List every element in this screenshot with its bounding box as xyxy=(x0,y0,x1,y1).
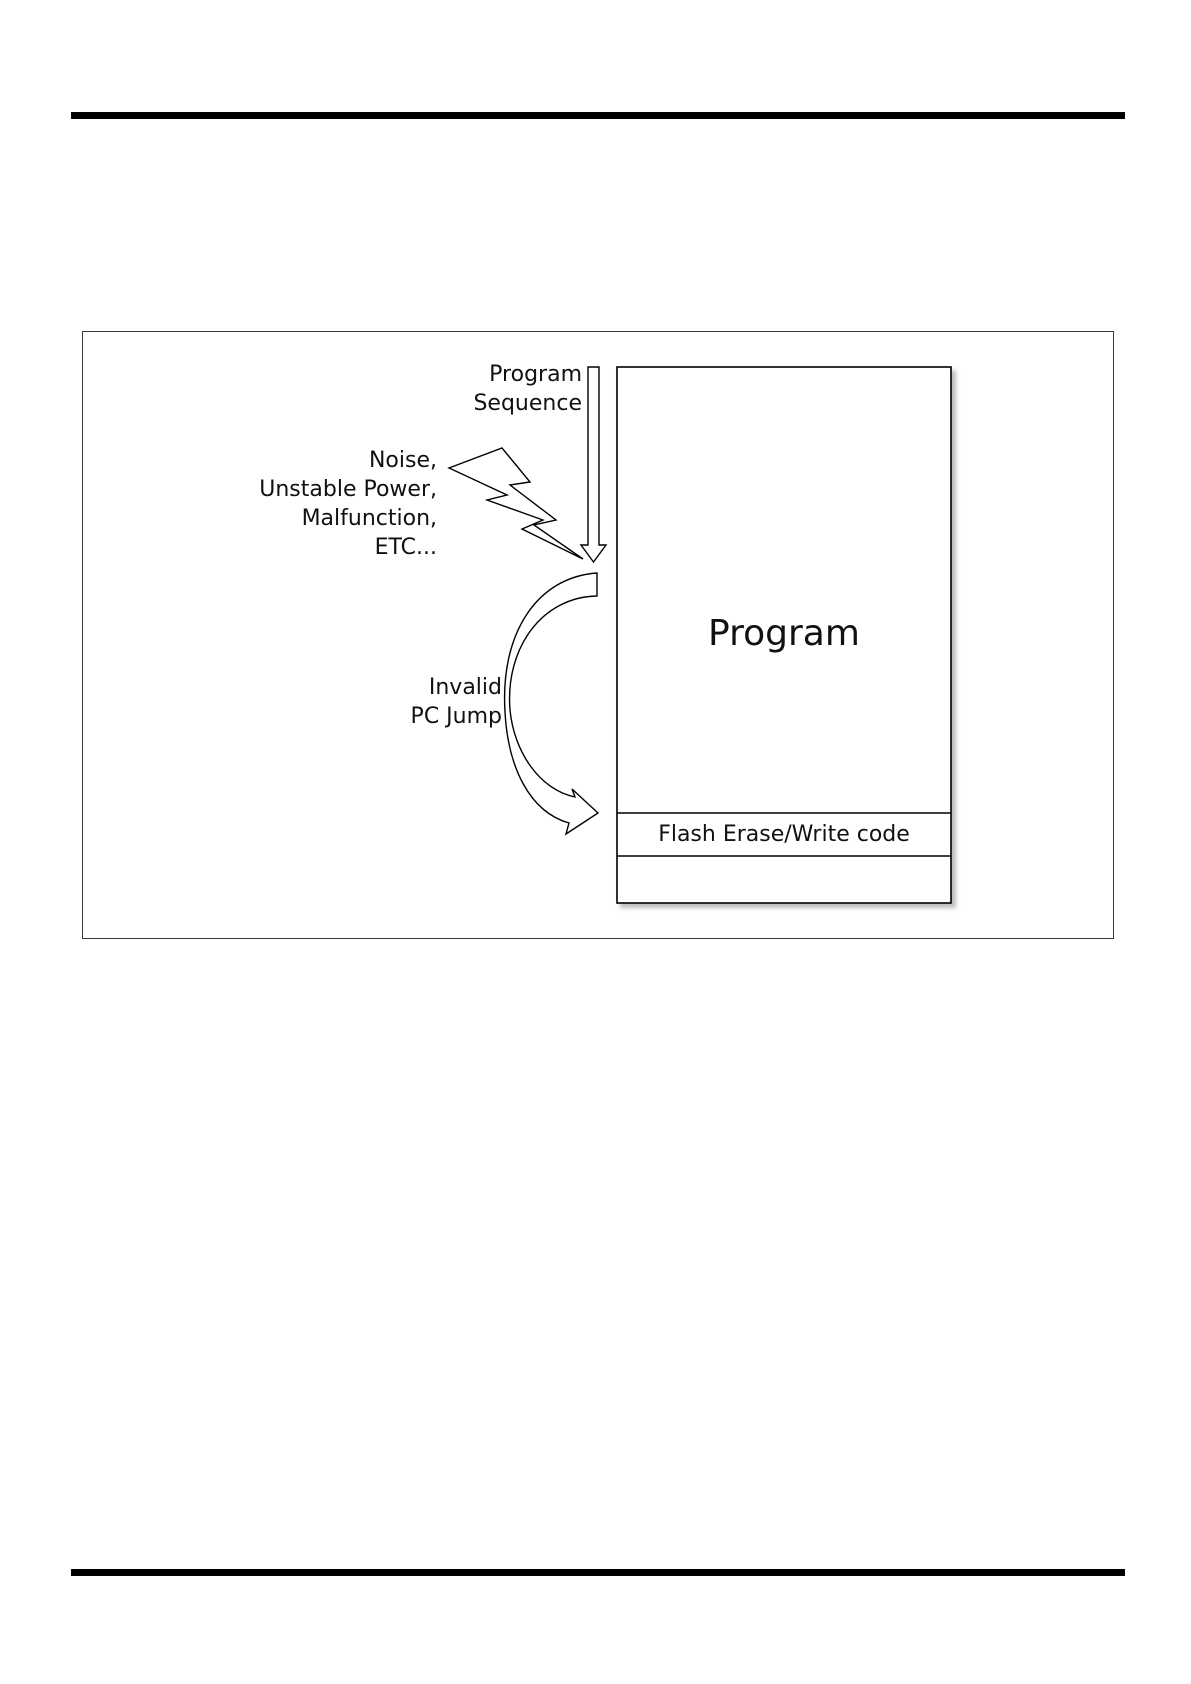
program-sequence-line-1: Program xyxy=(489,362,582,387)
disturbance-label xyxy=(259,448,437,560)
memory-block xyxy=(617,367,951,903)
program-sequence-label xyxy=(473,362,582,416)
invalid-jump-arrow-icon xyxy=(505,573,598,834)
invalid-jump-line-1: Invalid xyxy=(428,675,502,700)
disturbance-line-4: ETC... xyxy=(374,535,437,560)
program-sequence-arrow-icon xyxy=(581,367,606,562)
invalid-jump-line-2: PC Jump xyxy=(410,704,502,729)
lightning-bolt-icon xyxy=(449,448,583,559)
program-sequence-line-2: Sequence xyxy=(473,391,582,416)
invalid-jump-label xyxy=(411,675,502,729)
disturbance-line-1: Noise, xyxy=(368,448,437,473)
disturbance-line-2: Unstable Power, xyxy=(259,477,437,502)
footer-rule xyxy=(71,1569,1125,1576)
disturbance-line-3: Malfunction, xyxy=(301,506,437,531)
flash-code-block-label: Flash Erase/Write code xyxy=(658,822,910,847)
program-block-label: Program xyxy=(708,613,860,654)
